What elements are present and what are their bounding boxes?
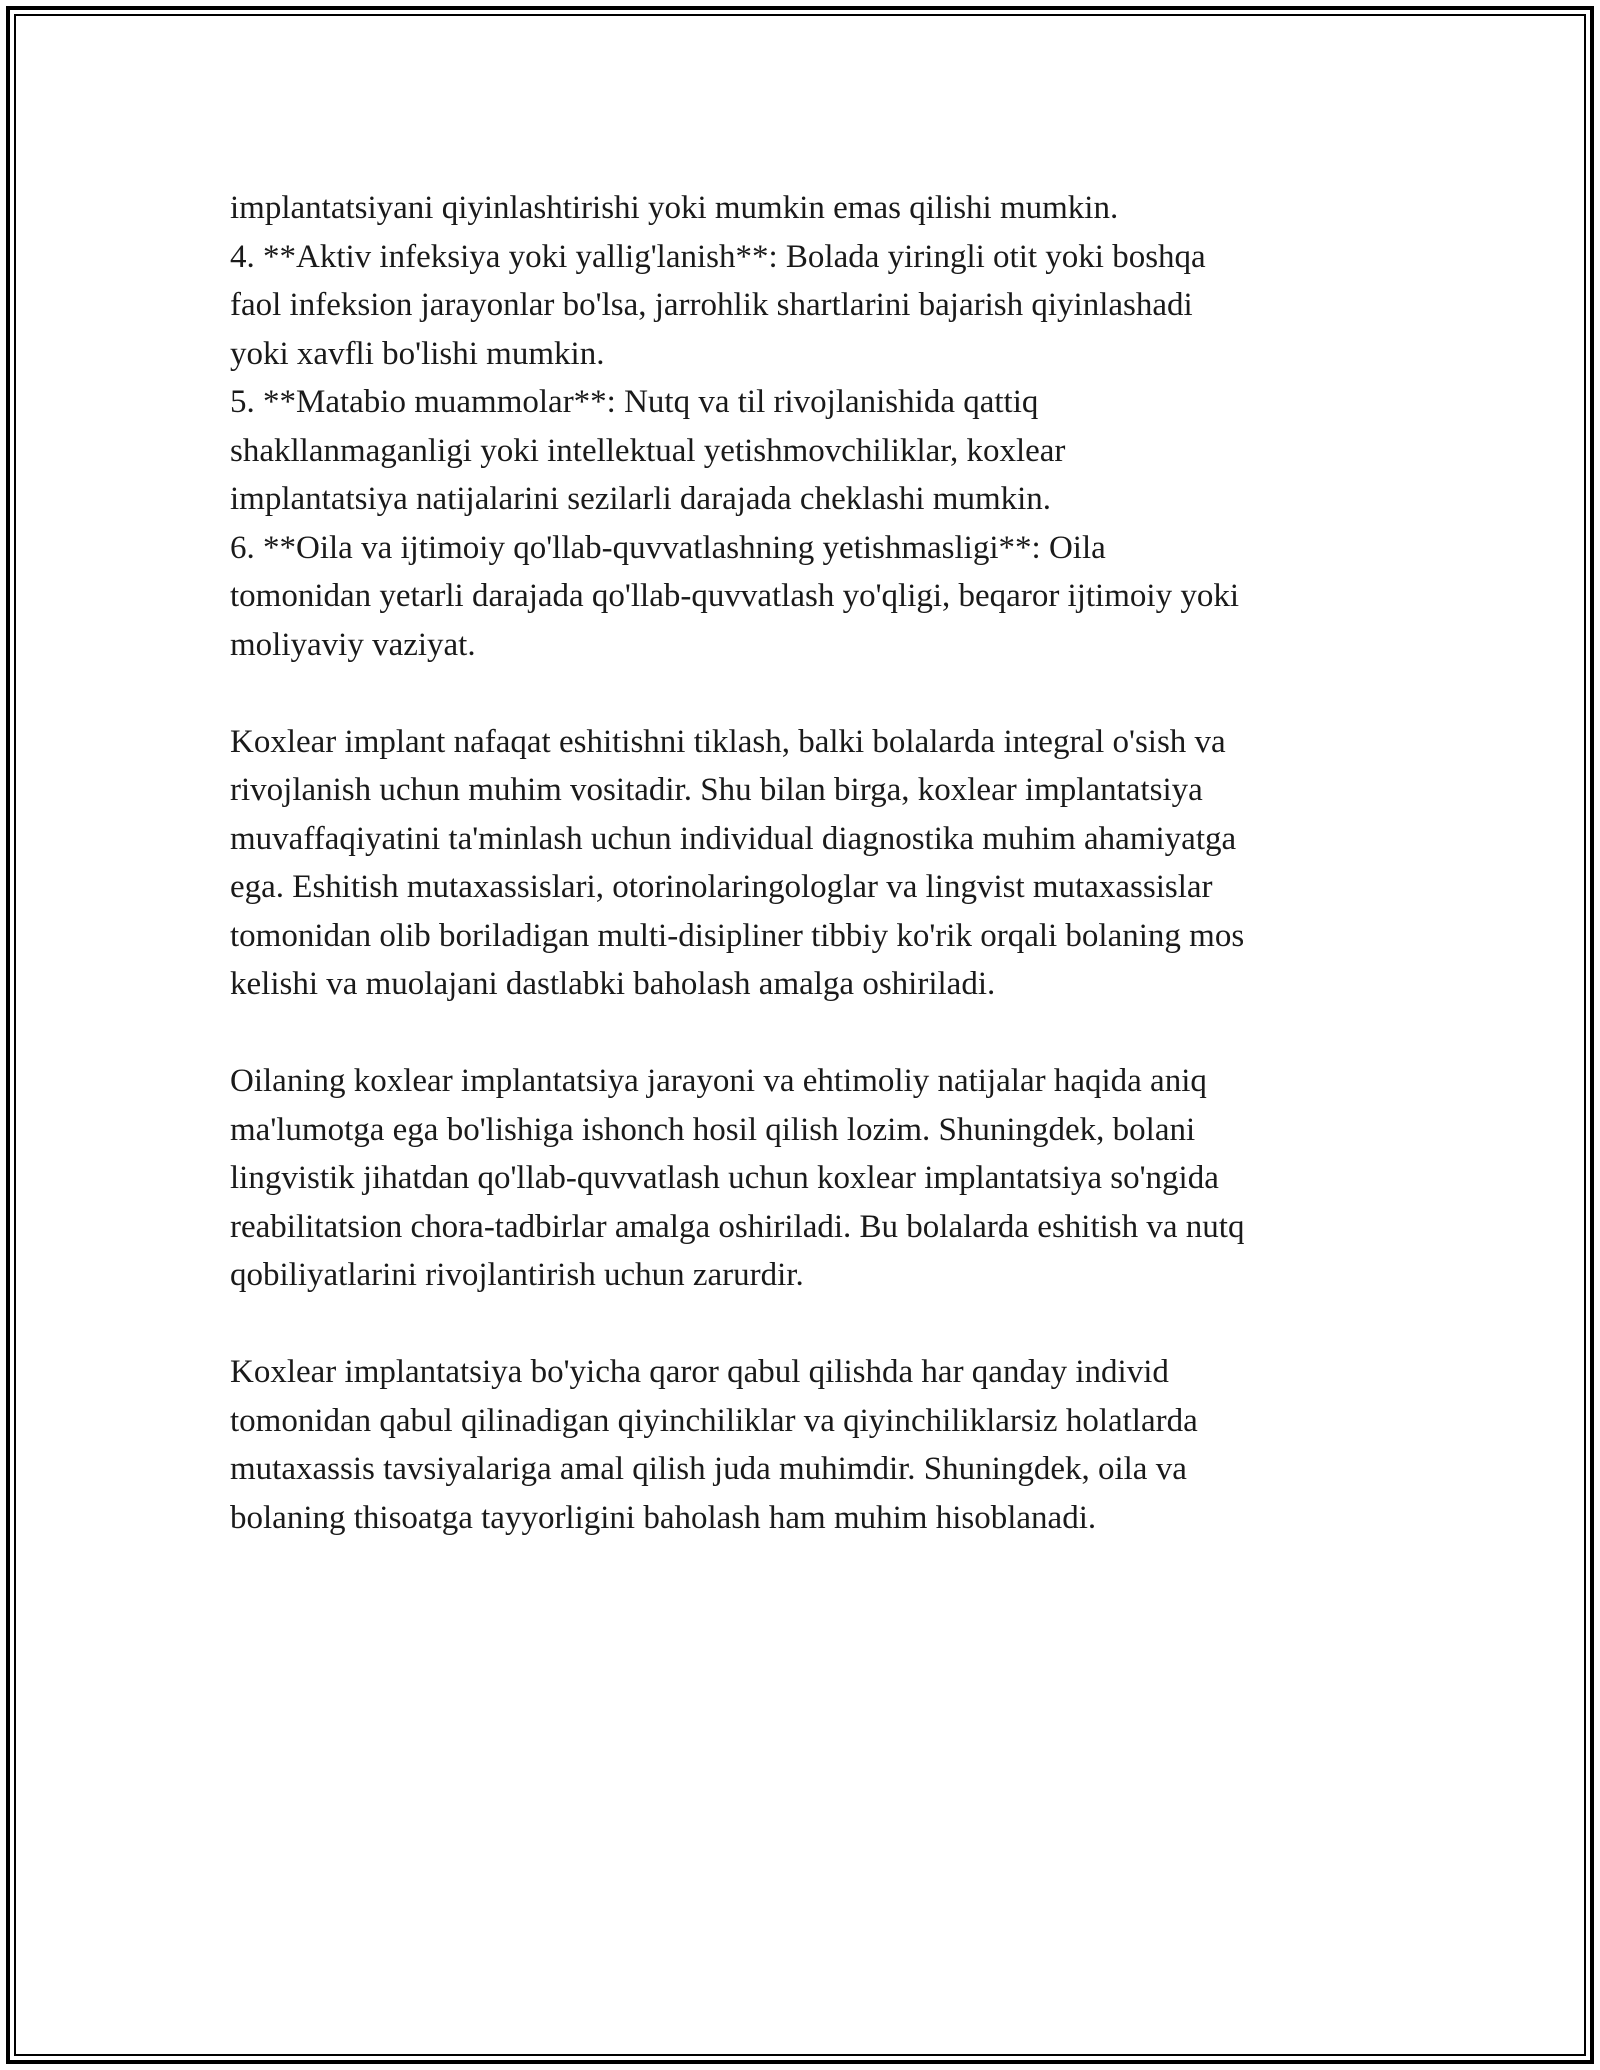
paragraph-gap (230, 1300, 1380, 1349)
paragraph-1 (230, 718, 1380, 1009)
paragraph-3 (230, 1348, 1380, 1542)
text-line: yoki xavfli bo'lishi mumkin. (230, 335, 605, 372)
paragraph-gap (230, 669, 1380, 718)
text-line: Koxlear implant nafaqat eshitishni tiklash, balki bolalarda integral o'sish va (230, 723, 1226, 760)
text-line: mutaxassis tavsiyalariga amal qilish juda muhimdir. Shuningdek, oila va (230, 1451, 1187, 1487)
list-item-6-line: 6. **Oila va ijtimoiy qo'llab-quvvatlashning yetishmasligi**: Oila (230, 529, 1106, 566)
list-continuation (230, 184, 1380, 669)
text-line: muvaffaqiyatini ta'minlash uchun individual diagnostika muhim ahamiyatga (230, 820, 1237, 857)
text-line: bolaning thisoatga tayyorligini baholash ham muhim hisoblanadi. (230, 1499, 1097, 1536)
paragraph-gap (230, 1009, 1380, 1058)
text-line: rivojlanish uchun muhim vositadir. Shu bilan birga, koxlear implantatsiya (230, 772, 1203, 808)
text-line: reabilitatsion chora-tadbirlar amalga oshiriladi. Bu bolalarda eshitish va nutq (230, 1208, 1245, 1245)
text-line: shakllanmaganligi yoki intellektual yetishmovchiliklar, koxlear (230, 432, 1066, 469)
document-body (230, 184, 1380, 1542)
text-line: implantatsiyani qiyinlashtirishi yoki mumkin emas qilishi mumkin. (230, 190, 1119, 226)
text-line: implantatsiya natijalarini sezilarli darajada cheklashi mumkin. (230, 481, 1052, 517)
text-line: ega. Eshitish mutaxassislari, otorinolaringologlar va lingvist mutaxassislar (230, 869, 1213, 905)
text-line: faol infeksion jarayonlar bo'lsa, jarrohlik shartlarini bajarish qiyinlashadi (230, 287, 1193, 323)
text-line: tomonidan yetarli darajada qo'llab-quvvatlash yo'qligi, beqaror ijtimoiy yoki (230, 578, 1239, 614)
text-line: lingvistik jihatdan qo'llab-quvvatlash uchun koxlear implantatsiya so'ngida (230, 1160, 1219, 1196)
text-line: ma'lumotga ega bo'lishiga ishonch hosil qilish lozim. Shuningdek, bolani (230, 1111, 1196, 1148)
text-line: moliyaviy vaziyat. (230, 626, 476, 663)
text-line: kelishi va muolajani dastlabki baholash amalga oshiriladi. (230, 966, 996, 1002)
text-line: Koxlear implantatsiya bo'yicha qaror qabul qilishda har qanday individ (230, 1354, 1169, 1390)
list-item-4-line: 4. **Aktiv infeksiya yoki yallig'lanish**: Bolada yiringli otit yoki boshqa (230, 238, 1206, 275)
text-line: Oilaning koxlear implantatsiya jarayoni va ehtimoliy natijalar haqida aniq (230, 1063, 1207, 1099)
text-line: tomonidan olib boriladigan multi-disipliner tibbiy ko'rik orqali bolaning mos (230, 917, 1245, 954)
text-line: qobiliyatlarini rivojlantirish uchun zarurdir. (230, 1257, 804, 1293)
text-line: tomonidan qabul qilinadigan qiyinchiliklar va qiyinchiliklarsiz holatlarda (230, 1402, 1198, 1439)
paragraph-2 (230, 1057, 1380, 1300)
list-item-5-line: 5. **Matabio muammolar**: Nutq va til rivojlanishida qattiq (230, 384, 1039, 420)
